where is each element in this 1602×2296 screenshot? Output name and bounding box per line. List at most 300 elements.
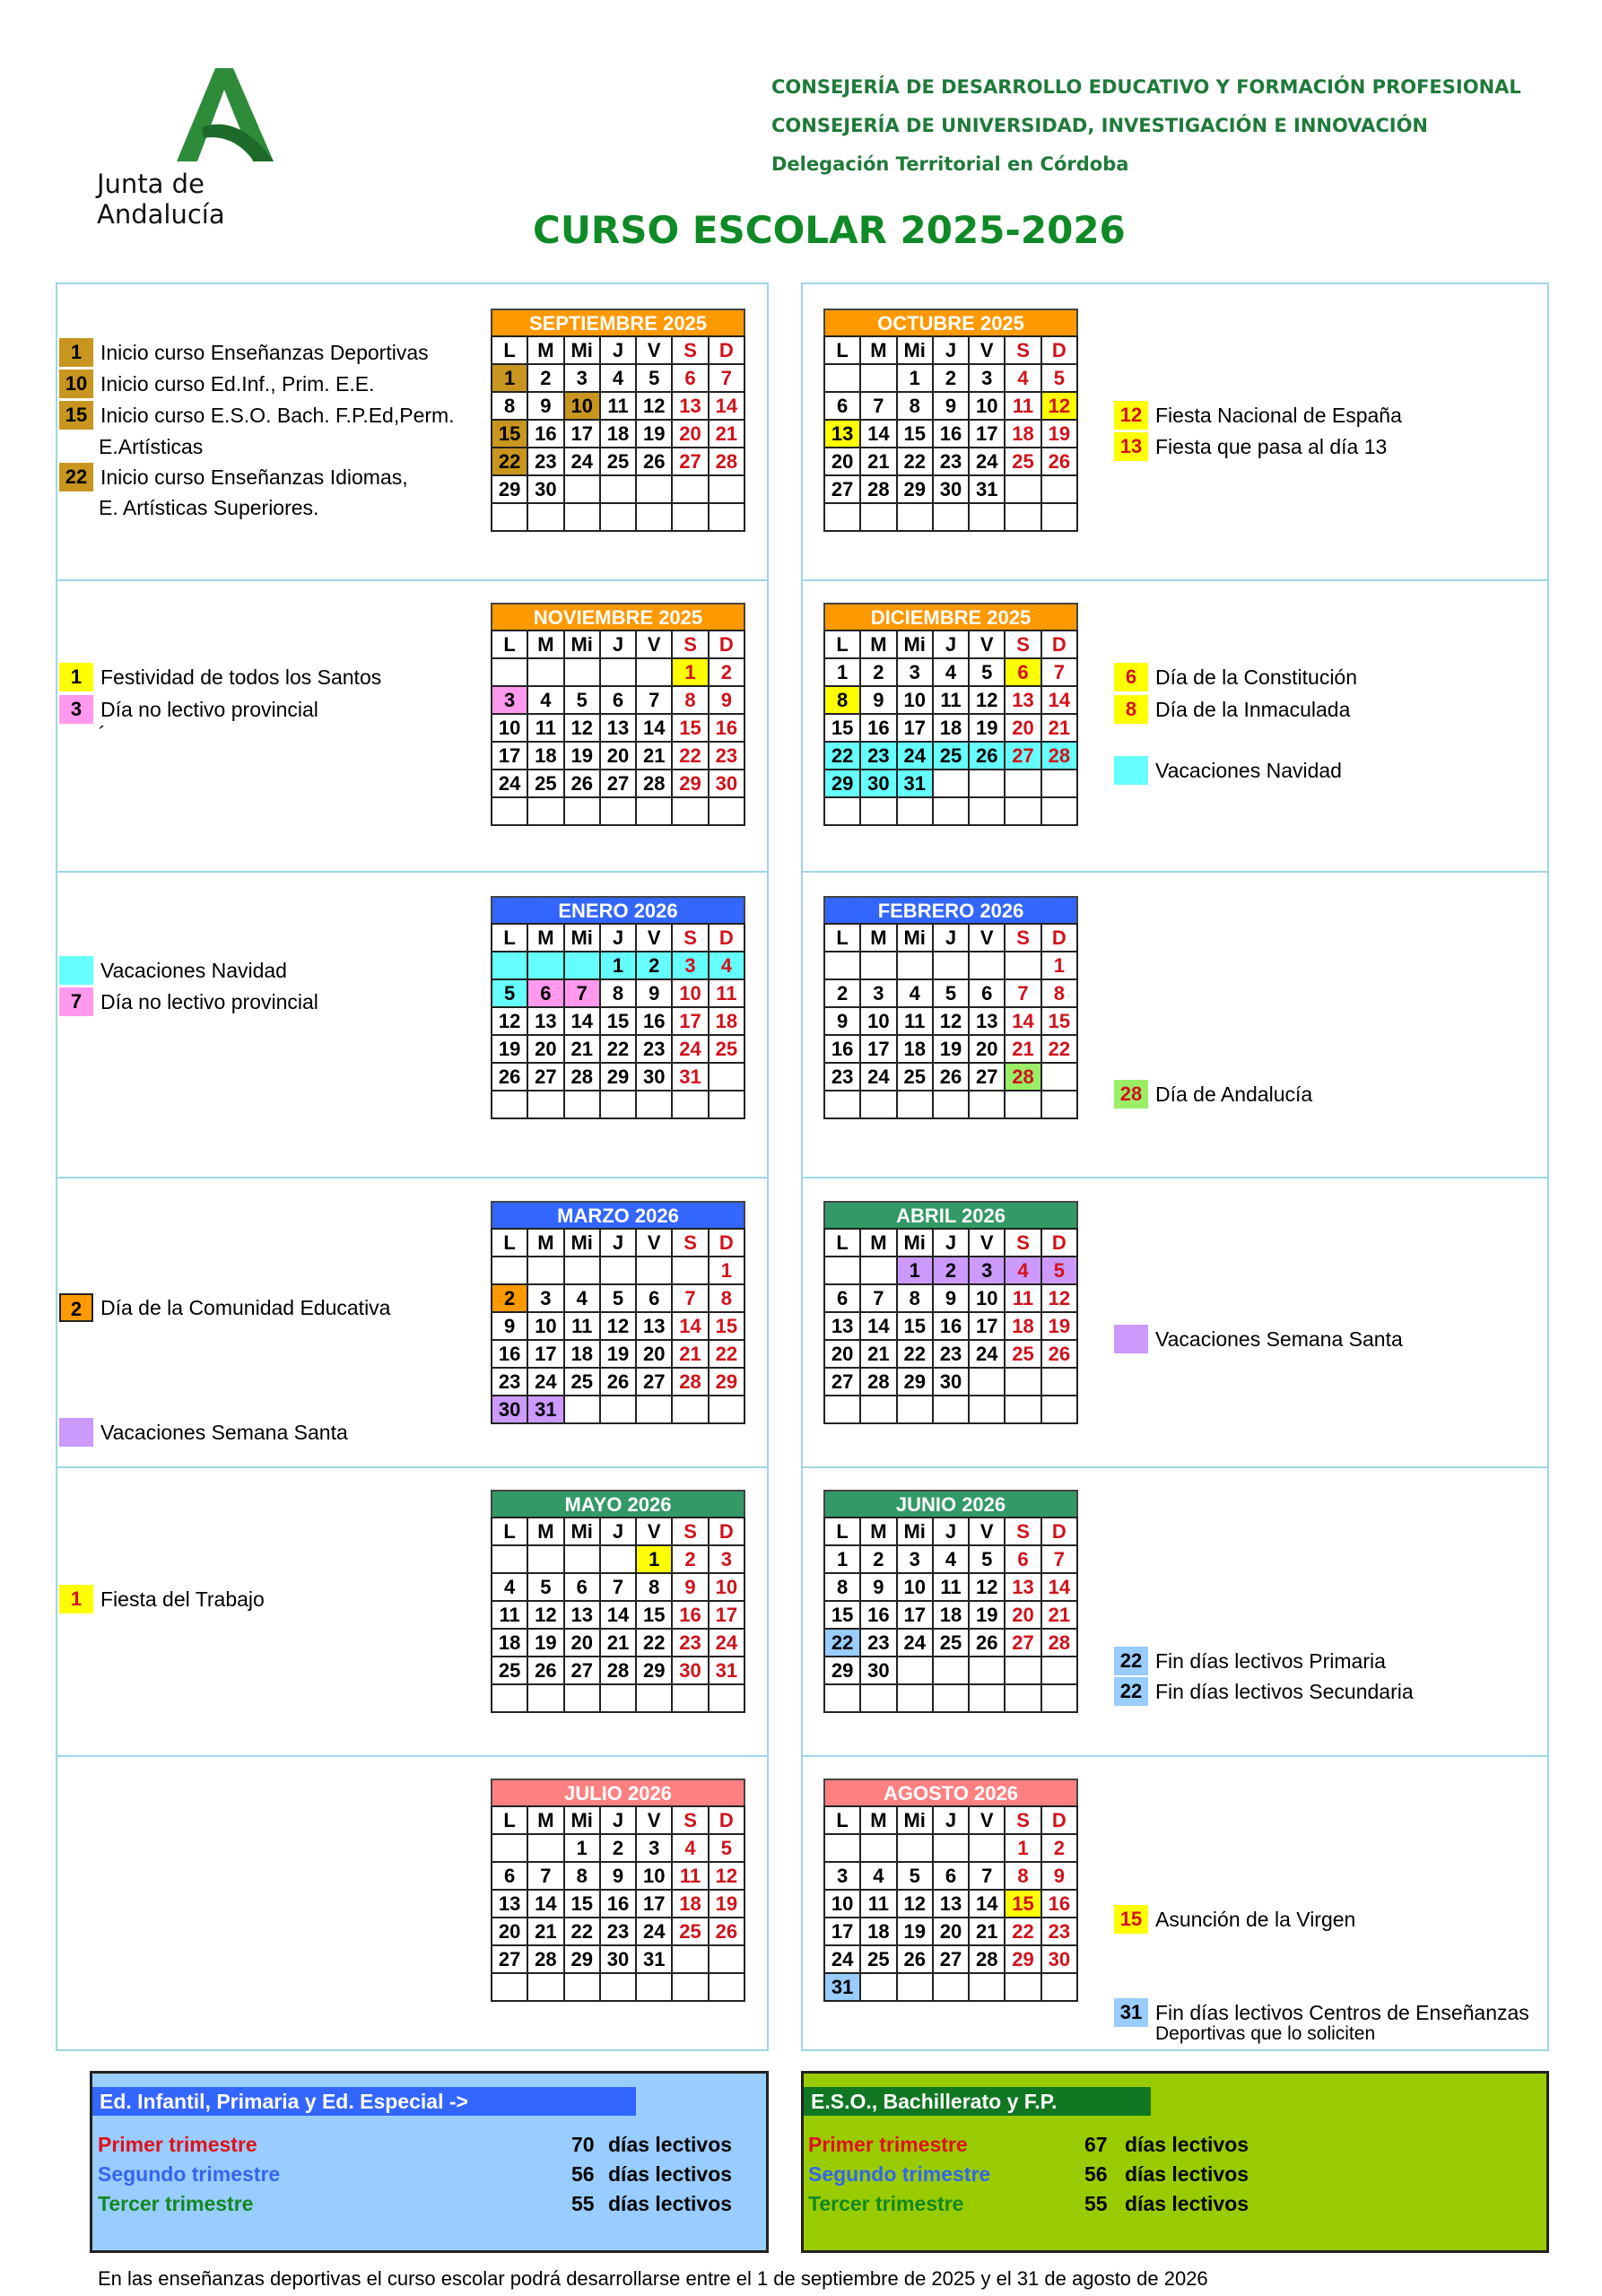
weekday-header: Mi (897, 924, 933, 952)
weekday-header: L (492, 631, 527, 658)
weekday-header: V (969, 631, 1005, 658)
month-grid (823, 1228, 1078, 1424)
day-cell: 16 (1041, 1890, 1077, 1918)
day-cell: 5 (527, 1573, 563, 1601)
day-cell: 17 (969, 1312, 1005, 1340)
day-cell: 29 (897, 475, 933, 503)
legend-swatch: 15 (1114, 1905, 1148, 1934)
day-cell: 1 (636, 1545, 672, 1573)
day-cell: 25 (933, 1629, 969, 1657)
day-cell: 28 (636, 770, 672, 797)
day-cell: 29 (824, 1657, 860, 1684)
day-cell: 3 (527, 1284, 563, 1312)
day-cell: 22 (824, 742, 860, 770)
day-cell: 22 (672, 742, 708, 770)
legend-swatch: 1 (59, 338, 93, 367)
empty-cell (600, 475, 636, 503)
summary-row-label: Segundo trimestre (98, 2162, 281, 2186)
day-cell: 4 (527, 686, 563, 714)
day-cell: 1 (897, 364, 933, 392)
day-cell: 25 (1005, 1340, 1040, 1368)
legend-swatch: 12 (1114, 401, 1148, 430)
summary-row-unit: días lectivos (1125, 2162, 1249, 2186)
day-cell: 13 (636, 1312, 672, 1340)
day-cell: 19 (969, 1601, 1005, 1629)
calendar-mayo-2026 (491, 1490, 745, 1713)
month-title: NOVIEMBRE 2025 (491, 603, 745, 630)
day-cell: 15 (672, 714, 708, 742)
day-cell: 7 (564, 979, 600, 1007)
day-cell: 28 (600, 1657, 636, 1684)
empty-cell (860, 1684, 896, 1712)
day-cell: 5 (564, 686, 600, 714)
day-cell: 18 (600, 420, 636, 448)
day-cell: 19 (600, 1340, 636, 1368)
empty-cell (933, 1684, 969, 1712)
day-cell: 13 (969, 1007, 1005, 1035)
empty-cell (933, 1396, 969, 1423)
day-cell: 20 (824, 448, 860, 475)
divider (56, 1466, 769, 1468)
day-cell: 22 (709, 1340, 744, 1368)
day-cell: 10 (636, 1862, 672, 1890)
empty-cell (969, 1657, 1005, 1684)
day-cell: 30 (860, 770, 896, 797)
empty-cell (933, 1834, 969, 1862)
day-cell: 2 (933, 364, 969, 392)
day-cell: 15 (600, 1007, 636, 1035)
day-cell: 20 (492, 1918, 527, 1945)
empty-cell (564, 1973, 600, 2001)
day-cell: 16 (600, 1890, 636, 1918)
page-title: CURSO ESCOLAR 2025-2026 (533, 208, 1126, 252)
legend-label: Fiesta que pasa al día 13 (1155, 434, 1388, 458)
day-cell: 23 (1041, 1918, 1077, 1945)
day-cell: 14 (1041, 1573, 1077, 1601)
day-cell: 18 (527, 742, 563, 770)
empty-cell (636, 1257, 672, 1284)
day-cell: 20 (1005, 1601, 1040, 1629)
day-cell: 24 (824, 1945, 860, 1973)
empty-cell (1005, 475, 1040, 503)
day-cell: 15 (564, 1890, 600, 1918)
day-cell: 23 (933, 448, 969, 475)
weekday-header: D (1041, 1518, 1077, 1545)
empty-cell (1005, 1368, 1040, 1396)
day-cell: 4 (933, 1545, 969, 1573)
day-cell: 8 (672, 686, 708, 714)
weekday-header: S (1005, 631, 1040, 658)
day-cell: 4 (1005, 364, 1040, 392)
empty-cell (672, 797, 708, 825)
summary-row-label: Primer trimestre (98, 2133, 257, 2156)
month-title: ABRIL 2026 (823, 1201, 1078, 1228)
day-cell: 24 (672, 1035, 708, 1063)
empty-cell (1005, 952, 1040, 979)
empty-cell (1041, 1091, 1077, 1118)
empty-cell (564, 952, 600, 979)
empty-cell (824, 1091, 860, 1118)
legend-swatch: 1 (59, 1585, 93, 1613)
weekday-header: V (969, 336, 1005, 364)
day-cell: 24 (492, 770, 527, 797)
day-cell: 31 (824, 1973, 860, 2001)
empty-cell (672, 475, 708, 503)
day-cell: 24 (527, 1368, 563, 1396)
day-cell: 21 (860, 1340, 896, 1368)
legend-label: Fiesta Nacional de España (1155, 403, 1402, 427)
day-cell: 16 (933, 420, 969, 448)
weekday-header: J (933, 1806, 969, 1834)
dept-line-1: CONSEJERÍA DE DESARROLLO EDUCATIVO Y FORMACIÓN PROFESIONAL (771, 76, 1521, 98)
empty-cell (564, 658, 600, 686)
day-cell: 16 (933, 1312, 969, 1340)
day-cell: 27 (672, 448, 708, 475)
empty-cell (860, 797, 896, 825)
empty-cell (600, 1396, 636, 1423)
weekday-header: Mi (564, 1518, 600, 1545)
empty-cell (709, 1063, 744, 1091)
day-cell: 3 (709, 1545, 744, 1573)
divider (56, 871, 769, 873)
empty-cell (897, 1091, 933, 1118)
day-cell: 21 (564, 1035, 600, 1063)
empty-cell (527, 1684, 563, 1712)
day-cell: 11 (933, 686, 969, 714)
legend-swatch: 15 (59, 401, 93, 430)
legend-swatch: 13 (1114, 432, 1148, 461)
empty-cell (636, 658, 672, 686)
day-cell: 1 (1005, 1834, 1040, 1862)
logo (90, 63, 323, 230)
day-cell: 12 (636, 392, 672, 420)
day-cell: 25 (860, 1945, 896, 1973)
day-cell: 15 (824, 714, 860, 742)
day-cell: 20 (636, 1340, 672, 1368)
empty-cell (897, 503, 933, 531)
empty-cell (564, 475, 600, 503)
summary-row-label: Tercer trimestre (808, 2192, 964, 2215)
month-grid (491, 1228, 745, 1424)
weekday-header: V (636, 336, 672, 364)
weekday-header: J (600, 1229, 636, 1257)
day-cell: 30 (1041, 1945, 1077, 1973)
weekday-header: V (969, 1229, 1005, 1257)
day-cell: 10 (709, 1573, 744, 1601)
empty-cell (709, 1973, 744, 2001)
day-cell: 1 (824, 658, 860, 686)
empty-cell (709, 1684, 744, 1712)
weekday-header: V (636, 631, 672, 658)
empty-cell (969, 1973, 1005, 2001)
stray-mark: ´ (99, 722, 106, 745)
day-cell: 30 (709, 770, 744, 797)
logo-text: Junta de Andalucía (97, 169, 225, 230)
empty-cell (933, 1657, 969, 1684)
day-cell: 31 (672, 1063, 708, 1091)
day-cell: 7 (527, 1862, 563, 1890)
day-cell: 13 (527, 1007, 563, 1035)
empty-cell (709, 475, 744, 503)
empty-cell (969, 1368, 1005, 1396)
day-cell: 4 (1005, 1257, 1040, 1284)
weekday-header: Mi (897, 336, 933, 364)
empty-cell (527, 1545, 563, 1573)
day-cell: 9 (860, 686, 896, 714)
weekday-header: M (527, 631, 563, 658)
empty-cell (527, 1257, 563, 1284)
month-grid (823, 335, 1078, 532)
weekday-header: D (1041, 336, 1077, 364)
month-title: JULIO 2026 (491, 1779, 745, 1805)
day-cell: 27 (933, 1945, 969, 1973)
legend-item (59, 987, 318, 1016)
weekday-header: J (933, 924, 969, 952)
day-cell: 8 (709, 1284, 744, 1312)
day-cell: 18 (897, 1035, 933, 1063)
day-cell: 11 (527, 714, 563, 742)
summary-row-value: 56 (1084, 2162, 1108, 2186)
day-cell: 22 (897, 448, 933, 475)
day-cell: 27 (527, 1063, 563, 1091)
day-cell: 17 (527, 1340, 563, 1368)
day-cell: 26 (492, 1063, 527, 1091)
day-cell: 24 (897, 742, 933, 770)
legend-label: Vacaciones Navidad (100, 958, 287, 982)
empty-cell (969, 952, 1005, 979)
day-cell: 5 (1041, 1257, 1077, 1284)
weekday-header: S (672, 631, 708, 658)
empty-cell (709, 503, 744, 531)
weekday-header: V (636, 1229, 672, 1257)
empty-cell (527, 1834, 563, 1862)
day-cell: 1 (1041, 952, 1077, 979)
empty-cell (636, 1091, 672, 1118)
day-cell: 27 (969, 1063, 1005, 1091)
dept-line-3: Delegación Territorial en Córdoba (771, 153, 1129, 175)
weekday-header: M (860, 1806, 896, 1834)
day-cell: 18 (672, 1890, 708, 1918)
day-cell: 25 (709, 1035, 744, 1063)
day-cell: 1 (824, 1545, 860, 1573)
day-cell: 7 (1041, 1545, 1077, 1573)
day-cell: 30 (860, 1657, 896, 1684)
day-cell: 8 (824, 1573, 860, 1601)
day-cell: 1 (492, 364, 527, 392)
weekday-header: V (636, 1518, 672, 1545)
day-cell: 18 (709, 1007, 744, 1035)
weekday-header: V (969, 924, 1005, 952)
weekday-header: M (860, 336, 896, 364)
empty-cell (1005, 1091, 1040, 1118)
day-cell: 18 (564, 1340, 600, 1368)
weekday-header: Mi (564, 1806, 600, 1834)
empty-cell (527, 952, 563, 979)
empty-cell (1005, 1684, 1040, 1712)
legend-swatch (59, 1418, 93, 1447)
empty-cell (1005, 770, 1040, 797)
empty-cell (709, 797, 744, 825)
legend-label: E.Artísticas (99, 435, 204, 458)
day-cell: 23 (933, 1340, 969, 1368)
weekday-header: L (492, 336, 527, 364)
day-cell: 23 (672, 1629, 708, 1657)
weekday-header: D (709, 1806, 744, 1834)
month-title: FEBRERO 2026 (823, 896, 1078, 923)
day-cell: 18 (492, 1629, 527, 1657)
summary-row-value: 55 (1084, 2192, 1108, 2215)
empty-cell (1041, 1657, 1077, 1684)
day-cell: 1 (564, 1834, 600, 1862)
empty-cell (969, 797, 1005, 825)
legend-swatch: 1 (59, 663, 93, 691)
day-cell: 12 (527, 1601, 563, 1629)
empty-cell (600, 503, 636, 531)
summary-primaria-title: Ed. Infantil, Primaria y Ed. Especial -> (92, 2087, 636, 2116)
empty-cell (969, 1396, 1005, 1423)
day-cell: 17 (492, 742, 527, 770)
weekday-header: V (969, 1518, 1005, 1545)
day-cell: 25 (600, 448, 636, 475)
empty-cell (860, 1396, 896, 1423)
month-grid (823, 1517, 1078, 1713)
day-cell: 26 (600, 1368, 636, 1396)
day-cell: 28 (1041, 742, 1077, 770)
empty-cell (860, 1973, 896, 2001)
day-cell: 15 (636, 1601, 672, 1629)
weekday-header: S (672, 1229, 708, 1257)
weekday-header: J (600, 631, 636, 658)
day-cell: 21 (1041, 714, 1077, 742)
divider (56, 1755, 769, 1757)
weekday-header: D (709, 924, 744, 952)
day-cell: 10 (969, 1284, 1005, 1312)
day-cell: 19 (527, 1629, 563, 1657)
day-cell: 12 (1041, 392, 1077, 420)
month-title: ENERO 2026 (491, 896, 745, 923)
legend-swatch: 6 (1114, 663, 1148, 691)
day-cell: 12 (1041, 1284, 1077, 1312)
empty-cell (492, 1684, 527, 1712)
day-cell: 27 (824, 475, 860, 503)
day-cell: 30 (933, 475, 969, 503)
summary-row-label: Primer trimestre (808, 2133, 968, 2156)
summary-row-value: 67 (1084, 2133, 1108, 2156)
empty-cell (969, 1091, 1005, 1118)
day-cell: 29 (897, 1368, 933, 1396)
weekday-header: L (824, 1518, 860, 1545)
day-cell: 29 (636, 1657, 672, 1684)
legend-item (1114, 1647, 1386, 1675)
weekday-header: Mi (897, 631, 933, 658)
weekday-header: M (527, 1229, 563, 1257)
day-cell: 30 (492, 1396, 527, 1423)
weekday-header: S (672, 336, 708, 364)
day-cell: 21 (969, 1918, 1005, 1945)
day-cell: 24 (564, 448, 600, 475)
day-cell: 13 (672, 392, 708, 420)
weekday-header: D (709, 1229, 744, 1257)
day-cell: 22 (564, 1918, 600, 1945)
month-grid (823, 923, 1078, 1119)
day-cell: 3 (897, 658, 933, 686)
weekday-header: L (492, 1518, 527, 1545)
empty-cell (824, 503, 860, 531)
day-cell: 30 (600, 1945, 636, 1973)
day-cell: 21 (672, 1340, 708, 1368)
day-cell: 7 (969, 1862, 1005, 1890)
weekday-header: D (1041, 924, 1077, 952)
empty-cell (1005, 797, 1040, 825)
legend-swatch: 22 (1114, 1677, 1148, 1706)
day-cell: 21 (1005, 1035, 1040, 1063)
empty-cell (672, 503, 708, 531)
day-cell: 10 (564, 392, 600, 420)
legend-item (1114, 401, 1402, 430)
day-cell: 12 (897, 1890, 933, 1918)
legend-swatch: 8 (1114, 695, 1148, 724)
empty-cell (824, 952, 860, 979)
empty-cell (527, 503, 563, 531)
weekday-header: V (969, 1806, 1005, 1834)
weekday-header: J (600, 1806, 636, 1834)
divider (801, 579, 1549, 581)
weekday-header: S (1005, 1229, 1040, 1257)
day-cell: 26 (897, 1945, 933, 1973)
day-cell: 19 (933, 1035, 969, 1063)
weekday-header: M (860, 1229, 896, 1257)
day-cell: 8 (897, 392, 933, 420)
weekday-header: Mi (564, 631, 600, 658)
legend-label: Inicio curso Enseñanzas Deportivas (100, 340, 429, 364)
month-grid (491, 630, 745, 826)
day-cell: 15 (897, 420, 933, 448)
day-cell: 11 (600, 392, 636, 420)
day-cell: 9 (527, 392, 563, 420)
calendar-agosto-2026 (823, 1779, 1078, 2002)
legend-item (1114, 663, 1357, 691)
day-cell: 9 (933, 392, 969, 420)
day-cell: 21 (636, 742, 672, 770)
day-cell: 14 (1005, 1007, 1040, 1035)
day-cell: 8 (1005, 1862, 1040, 1890)
legend-label: Asunción de la Virgen (1155, 1907, 1356, 1931)
empty-cell (1041, 1684, 1077, 1712)
day-cell: 9 (709, 686, 744, 714)
empty-cell (492, 1973, 527, 2001)
day-cell: 11 (933, 1573, 969, 1601)
empty-cell (527, 1091, 563, 1118)
day-cell: 10 (897, 686, 933, 714)
empty-cell (1041, 1368, 1077, 1396)
weekday-header: M (860, 924, 896, 952)
empty-cell (933, 1973, 969, 2001)
empty-cell (824, 1396, 860, 1423)
day-cell: 31 (897, 770, 933, 797)
day-cell: 29 (824, 770, 860, 797)
day-cell: 14 (860, 420, 896, 448)
day-cell: 26 (969, 1629, 1005, 1657)
day-cell: 4 (564, 1284, 600, 1312)
day-cell: 28 (564, 1063, 600, 1091)
legend-label: Inicio curso Ed.Inf., Prim. E.E. (100, 371, 375, 396)
day-cell: 19 (897, 1918, 933, 1945)
day-cell: 30 (527, 475, 563, 503)
day-cell: 11 (672, 1862, 708, 1890)
day-cell: 18 (1005, 1312, 1040, 1340)
day-cell: 11 (897, 1007, 933, 1035)
empty-cell (933, 1091, 969, 1118)
